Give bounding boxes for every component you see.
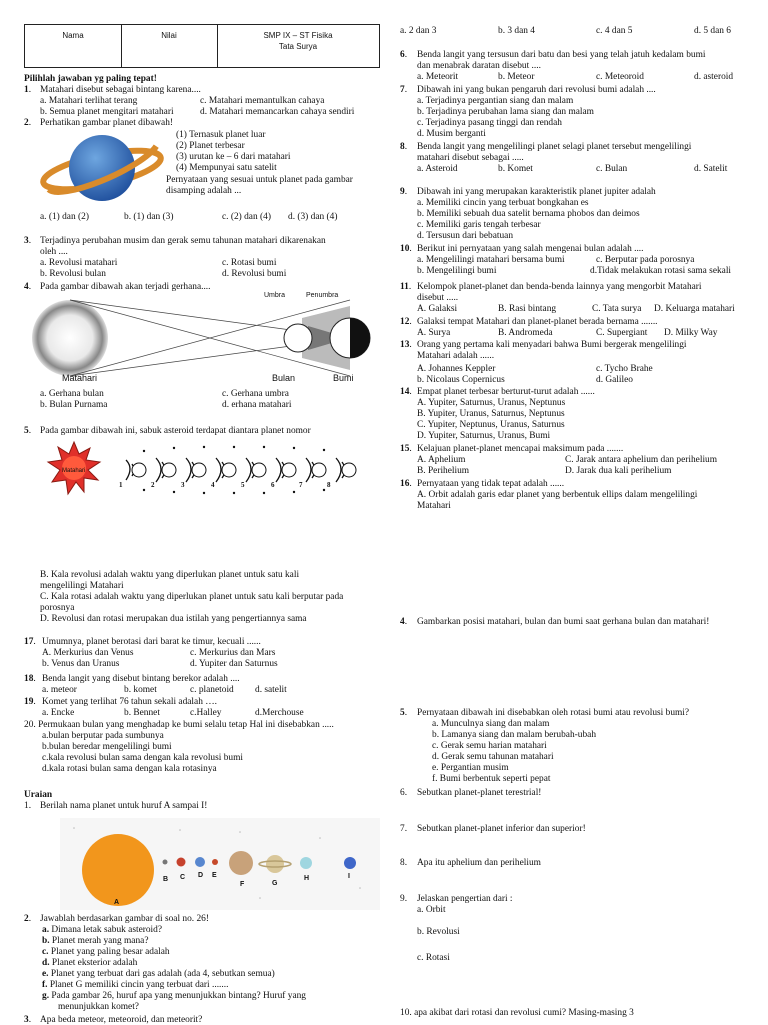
q2-option-a: a. (1) dan (2) bbox=[40, 212, 89, 222]
u2-item-b-text: Planet merah yang mana? bbox=[51, 936, 149, 946]
q16-option-a-line1: A. Orbit adalah garis edar planet yang berbentuk ellips dalam mengelilingi bbox=[417, 490, 698, 500]
planet-number-5: 5 bbox=[241, 481, 245, 489]
header-kelas-cell bbox=[217, 25, 379, 67]
cont-option-c-line2: porosnya bbox=[40, 603, 75, 613]
u3-question: Apa beda meteor, meteoroid, dan meteorit? bbox=[40, 1015, 203, 1025]
u5-item-f: f. Bumi berbentuk seperti pepat bbox=[432, 774, 551, 784]
u7-question: Sebutkan planet-planet inferior dan superior! bbox=[417, 824, 586, 834]
top-option-a: a. 2 dan 3 bbox=[400, 26, 437, 36]
q7-option-d: d. Musim berganti bbox=[417, 129, 486, 139]
q19-option-c: c.Halley bbox=[190, 708, 222, 718]
u2-question: Jawablah berdasarkan gambar di soal no. 26! bbox=[40, 914, 209, 924]
q3-option-a: a. Revolusi matahari bbox=[40, 258, 118, 268]
q16-option-a-line2: Matahari bbox=[417, 501, 451, 511]
q19-option-d: d.Merchouse bbox=[255, 708, 304, 718]
q6-option-d: d. asteroid bbox=[694, 72, 734, 82]
q9-option-b: b. Memiliki sebuah dua satelit bernama phobos dan deimos bbox=[417, 209, 640, 219]
q19-option-b: b. Bennet bbox=[124, 708, 160, 718]
q18-option-d: d. satelit bbox=[255, 685, 287, 695]
moon-shape bbox=[284, 324, 312, 352]
q15-option-b: B. Perihelium bbox=[417, 466, 470, 476]
u2-item-e: e. Planet yang terbuat dari gas adalah (ada 4, sebutkan semua) bbox=[42, 969, 275, 979]
q3-number: 3. bbox=[24, 236, 32, 246]
planet-i-shape bbox=[344, 857, 356, 869]
q12-question: Galaksi tempat Matahari dan planet-planet berada bernama ....... bbox=[417, 317, 658, 327]
q2-option-d: d. (3) dan (4) bbox=[288, 212, 338, 222]
q7-option-c: c. Terjadinya pasang tinggi dan rendah bbox=[417, 118, 562, 128]
q8-option-b: b. Komet bbox=[498, 164, 533, 174]
q12-option-d: D. Milky Way bbox=[664, 328, 718, 338]
planet-b-shape bbox=[163, 860, 168, 865]
letter-b: B bbox=[163, 876, 169, 883]
q14-option-a: A. Yupiter, Saturnus, Uranus, Neptunus bbox=[417, 398, 566, 408]
planet-number-1: 1 bbox=[119, 481, 123, 489]
q12-option-b: B. Andromeda bbox=[498, 328, 553, 338]
planet-d-shape bbox=[195, 857, 205, 867]
q20-option-a: a.bulan berputar pada sumbunya bbox=[42, 731, 164, 741]
q2-prompt-line2: disamping adalah ... bbox=[166, 186, 242, 196]
q9-option-c: c. Memiliki garis tengah terbesar bbox=[417, 220, 541, 230]
saturn-image bbox=[38, 128, 168, 208]
top-option-d: d. 5 dan 6 bbox=[694, 26, 731, 36]
planet-e-shape bbox=[212, 859, 218, 865]
q7-question: Dibawah ini yang bukan pengaruh dari revolusi bumi adalah .... bbox=[417, 85, 656, 95]
cont-option-b-line1: B. Kala revolusi adalah waktu yang diperlukan planet untuk satu kali bbox=[40, 570, 300, 580]
q2-statement-2: (2) Planet terbesar bbox=[176, 141, 245, 151]
q8-option-d: d. Satelit bbox=[694, 164, 728, 174]
planet-number-7: 7 bbox=[299, 481, 303, 489]
u8-question: Apa itu aphelium dan perihelium bbox=[417, 858, 541, 868]
u6-question: Sebutkan planet-planet terestrial! bbox=[417, 788, 542, 798]
q1-number: 1. bbox=[24, 85, 32, 95]
q11-option-a: A. Galaksi bbox=[417, 304, 458, 314]
u2-item-g: g. Pada gambar 26, huruf apa yang menunjukkan bintang? Huruf yang bbox=[42, 991, 306, 1001]
uraian-heading: Uraian bbox=[24, 790, 53, 800]
q17-option-c: c. Merkurius dan Mars bbox=[190, 648, 276, 658]
q8-question-line2: matahari disebut sebagai ..... bbox=[417, 153, 524, 163]
q3-option-d: d. Revolusi bumi bbox=[222, 269, 287, 279]
q9-number: 9. bbox=[400, 187, 408, 197]
planet-number-8: 8 bbox=[327, 481, 331, 489]
u4-number: 4. bbox=[400, 617, 408, 627]
q16-question: Pernyataan yang tidak tepat adalah ...... bbox=[417, 479, 565, 489]
planet-number-3: 3 bbox=[181, 481, 185, 489]
u2-item-g-line2: menunjukkan komet? bbox=[58, 1002, 139, 1012]
q18-option-a: a. meteor bbox=[42, 685, 77, 695]
q14-question: Empat planet terbesar berturut-turut adalah ...... bbox=[417, 387, 595, 397]
umbra-label: Umbra bbox=[264, 292, 286, 299]
q20-option-d: d.kala rotasi bulan sama dengan kala rotasinya bbox=[42, 764, 217, 774]
q17-question: Umumnya, planet berotasi dari barat ke timur, kecuali ...... bbox=[42, 637, 261, 647]
top-option-c: c. 4 dan 5 bbox=[596, 26, 633, 36]
letter-a: A bbox=[114, 899, 120, 906]
q4-option-c: c. Gerhana umbra bbox=[222, 389, 289, 399]
q9-option-d: d. Tersusun dari bebatuan bbox=[417, 231, 514, 241]
q4-option-b: b. Bulan Purnama bbox=[40, 400, 108, 410]
q3-option-c: c. Rotasi bumi bbox=[222, 258, 277, 268]
top-option-b: b. 3 dan 4 bbox=[498, 26, 535, 36]
q18-option-c: c. planetoid bbox=[190, 685, 234, 695]
letter-h: H bbox=[304, 875, 310, 882]
q4-number: 4. bbox=[24, 282, 32, 292]
u2-item-a: a. Dimana letak sabuk asteroid? bbox=[42, 925, 163, 935]
q10-question: Berikut ini pernyataan yang salah mengenai bulan adalah .... bbox=[417, 244, 644, 254]
bumi-label: Bumi bbox=[333, 373, 354, 383]
q1-option-a: a. Matahari terlihat terang bbox=[40, 96, 138, 106]
q2-option-b: b. (1) dan (3) bbox=[124, 212, 174, 222]
planet-h-shape bbox=[300, 857, 312, 869]
u2-number: 2. bbox=[24, 914, 32, 924]
q11-option-c: C. Tata surya bbox=[592, 304, 642, 314]
q17-number: 17. bbox=[24, 637, 36, 647]
q12-option-a: A. Surya bbox=[417, 328, 451, 338]
q9-option-a: a. Memiliki cincin yang terbuat bongkahan es bbox=[417, 198, 589, 208]
q12-number: 12. bbox=[400, 317, 412, 327]
q1-option-b: b. Semua planet mengitari matahari bbox=[40, 107, 174, 117]
q7-option-a: a. Terjadinya pergantian siang dan malam bbox=[417, 96, 574, 106]
q11-option-b: B. Rasi bintang bbox=[498, 304, 557, 314]
letter-f: F bbox=[240, 881, 245, 888]
q19-question: Komet yang terlihat 76 tahun sekali adalah …. bbox=[42, 697, 217, 707]
q18-question: Benda langit yang disebut bintang berekor adalah .... bbox=[42, 674, 240, 684]
planet-f-shape bbox=[229, 851, 253, 875]
sun-planet-shape bbox=[82, 834, 154, 906]
letter-c: C bbox=[180, 874, 186, 881]
letter-d: D bbox=[198, 872, 204, 879]
q10-option-b: b. Mengelilingi bumi bbox=[417, 266, 497, 276]
q2-statement-3: (3) urutan ke – 6 dari matahari bbox=[176, 152, 291, 162]
q2-option-c: c. (2) dan (4) bbox=[222, 212, 271, 222]
q13-number: 13. bbox=[400, 340, 412, 350]
q4-option-d: d. erhana matahari bbox=[222, 400, 292, 410]
q7-number: 7. bbox=[400, 85, 408, 95]
sun-shape bbox=[32, 300, 108, 376]
q17-option-b: b. Venus dan Uranus bbox=[42, 659, 120, 669]
q3-option-b: b. Revolusi bulan bbox=[40, 269, 106, 279]
q6-option-c: c. Meteoroid bbox=[596, 72, 644, 82]
header-nama: Nama bbox=[62, 31, 84, 40]
q6-question-line1: Benda langit yang tersusun dari batu dan besi yang telah jatuh kedalam bumi bbox=[417, 50, 706, 60]
q2-question: Perhatikan gambar planet dibawah! bbox=[40, 118, 174, 128]
u2-item-d: d. Planet eksterior adalah bbox=[42, 958, 138, 968]
matahari-label: Matahari bbox=[62, 373, 98, 383]
u8-number: 8. bbox=[400, 858, 408, 868]
q19-number: 19. bbox=[24, 697, 36, 707]
q10-option-c: c. Berputar pada porosnya bbox=[596, 255, 695, 265]
cont-option-b-line2: mengelilingi Matahari bbox=[40, 581, 124, 591]
q8-number: 8. bbox=[400, 142, 408, 152]
header-nama-cell bbox=[25, 25, 122, 67]
q2-prompt-line1: Pernyataan yang sesuai untuk planet pada gambar bbox=[166, 175, 353, 185]
u5-item-e: e. Pergantian musim bbox=[432, 763, 509, 773]
u3-number: 3. bbox=[24, 1015, 32, 1025]
u5-question: Pernyataan dibawah ini disebabkan oleh rotasi bumi atau revolusi bumi? bbox=[417, 708, 690, 718]
q2-number: 2. bbox=[24, 118, 32, 128]
q13-option-d: d. Galileo bbox=[596, 375, 633, 385]
u1-number: 1. bbox=[24, 801, 32, 811]
q9-question: Dibawah ini yang merupakan karakteristik planet jupiter adalah bbox=[417, 187, 656, 197]
header-table bbox=[24, 24, 380, 68]
u6-number: 6. bbox=[400, 788, 408, 798]
q11-option-d: D. Keluarga matahari bbox=[654, 304, 735, 314]
cont-option-c-line1: C. Kala rotasi adalah waktu yang diperlukan planet untuk satu kali berputar pada bbox=[40, 592, 344, 602]
q10-option-d: d.Tidak melakukan rotasi sama sekali bbox=[590, 266, 732, 276]
q11-number: 11. bbox=[400, 282, 412, 292]
q3-question-line2: oleh .... bbox=[40, 247, 68, 257]
q13-option-b: b. Nicolaus Copernicus bbox=[417, 375, 505, 385]
q13-option-a: A. Johannes Keppler bbox=[417, 364, 496, 374]
q13-question-line2: Matahari adalah ...... bbox=[417, 351, 495, 361]
u9-item-b: b. Revolusi bbox=[417, 927, 460, 937]
q15-question: Kelajuan planet-planet mencapai maksimum pada ....... bbox=[417, 444, 624, 454]
u9-item-a: a. Orbit bbox=[417, 905, 446, 915]
header-nilai: Nilai bbox=[161, 31, 177, 40]
instruction: Pilihlah jawaban yg paling tepat! bbox=[24, 74, 157, 84]
q18-number: 18. bbox=[24, 674, 36, 684]
q13-option-c: c. Tycho Brahe bbox=[596, 364, 653, 374]
cont-option-d: D. Revolusi dan rotasi merupakan dua istilah yang pengertiannya sama bbox=[40, 614, 307, 624]
letter-e: E bbox=[212, 872, 217, 879]
q12-option-c: C. Supergiant bbox=[596, 328, 648, 338]
letter-g: G bbox=[272, 880, 278, 887]
q8-option-a: a. Asteroid bbox=[417, 164, 458, 174]
u2-item-e-text: Planet yang terbuat dari gas adalah (ada 4, sebutkan semua) bbox=[50, 969, 275, 979]
q13-question-line1: Orang yang pertama kali menyadari bahwa Bumi bergerak mengelilingi bbox=[417, 340, 687, 350]
u2-item-c-text: Planet yang paling besar adalah bbox=[50, 947, 170, 957]
q6-option-a: a. Meteorit bbox=[417, 72, 459, 82]
q16-number: 16. bbox=[400, 479, 412, 489]
q17-option-a: A. Merkurius dan Venus bbox=[42, 648, 134, 658]
q2-statement-4: (4) Mempunyai satu satelit bbox=[176, 163, 277, 173]
q11-question-line1: Kelompok planet-planet dan benda-benda lainnya yang mengorbit Matahari bbox=[417, 282, 702, 292]
bulan-label: Bulan bbox=[272, 373, 296, 383]
u5-item-b: b. Lamanya siang dan malam berubah-ubah bbox=[432, 730, 597, 740]
q6-question-line2: dan menabrak daratan disebut .... bbox=[417, 61, 541, 71]
u2-item-b: b. Planet merah yang mana? bbox=[42, 936, 149, 946]
q11-question-line2: disebut ..... bbox=[417, 293, 459, 303]
u5-item-a: a. Munculnya siang dan malam bbox=[432, 719, 550, 729]
q15-number: 15. bbox=[400, 444, 412, 454]
u2-item-c: c. Planet yang paling besar adalah bbox=[42, 947, 170, 957]
u2-item-f: f. Planet G memiliki cincin yang terbuat dari ....... bbox=[42, 980, 229, 990]
q7-option-b: b. Terjadinya perubahan lama siang dan malam bbox=[417, 107, 594, 117]
header-kelas-title: SMP IX – ST Fisika bbox=[263, 31, 333, 40]
q20-question: 20. Permukaan bulan yang menghadap ke bumi selalu tetap Hal ini disebabkan ..... bbox=[24, 720, 334, 730]
u9-question: Jelaskan pengertian dari : bbox=[417, 894, 513, 904]
q10-number: 10. bbox=[400, 244, 412, 254]
q19-option-a: a. Encke bbox=[42, 708, 75, 718]
q1-option-d: d. Matahari memancarkan cahaya sendiri bbox=[200, 107, 355, 117]
q14-option-b: B. Yupiter, Uranus, Saturnus, Neptunus bbox=[417, 409, 565, 419]
q15-option-a: A. Aphelium bbox=[417, 455, 466, 465]
u4-question: Gambarkan posisi matahari, bulan dan bumi saat gerhana bulan dan matahari! bbox=[417, 617, 710, 627]
planet-number-2: 2 bbox=[151, 481, 155, 489]
q5-sun-label: Matahari bbox=[62, 468, 86, 474]
q8-question-line1: Benda langit yang mengelilingi planet selagi planet tersebut mengelilingi bbox=[417, 142, 692, 152]
asteroid-belt-diagram bbox=[44, 434, 364, 504]
q14-option-d: D. Yupiter, Saturnus, Uranus, Bumi bbox=[417, 431, 551, 441]
u1-question: Berilah nama planet untuk huruf A sampai I! bbox=[40, 801, 208, 811]
q17-option-d: d. Yupiter dan Saturnus bbox=[190, 659, 278, 669]
u2-item-d-text: Planet eksterior adalah bbox=[51, 958, 138, 968]
u5-number: 5. bbox=[400, 708, 408, 718]
q18-option-b: b. komet bbox=[124, 685, 157, 695]
solar-system-image bbox=[60, 818, 380, 910]
q3-question-line1: Terjadinya perubahan musim dan gerak semu tahunan matahari dikarenakan bbox=[40, 236, 326, 246]
u2-item-a-text: Dimana letak sabuk asteroid? bbox=[51, 925, 163, 935]
u10-question: 10. apa akibat dari rotasi dan revolusi cumi? Masing-masing 3 bbox=[400, 1008, 634, 1018]
letter-i: I bbox=[348, 873, 350, 880]
q6-number: 6. bbox=[400, 50, 408, 60]
u9-number: 9. bbox=[400, 894, 408, 904]
q1-option-c: c. Matahari memantulkan cahaya bbox=[200, 96, 325, 106]
u5-item-d: d. Gerak semu tahunan matahari bbox=[432, 752, 554, 762]
q2-statement-1: (1) Ternasuk planet luar bbox=[176, 130, 266, 140]
q14-option-c: C. Yupiter, Neptunus, Uranus, Saturnus bbox=[417, 420, 565, 430]
u2-item-g-text: Pada gambar 26, huruf apa yang menunjukkan bintang? Huruf yang bbox=[51, 991, 306, 1001]
q8-option-c: c. Bulan bbox=[596, 164, 628, 174]
q15-option-d: D. Jarak dua kali perihelium bbox=[565, 466, 672, 476]
u2-item-f-text: Planet G memiliki cincin yang terbuat dari ....... bbox=[49, 980, 229, 990]
u7-number: 7. bbox=[400, 824, 408, 834]
q14-number: 14. bbox=[400, 387, 412, 397]
q4-question: Pada gambar dibawah akan terjadi gerhana.... bbox=[40, 282, 211, 292]
header-nilai-cell bbox=[121, 25, 218, 67]
q1-question: Matahari disebut sebagai bintang karena.... bbox=[40, 85, 201, 95]
penumbra-label: Penumbra bbox=[306, 292, 339, 299]
planet-number-6: 6 bbox=[271, 481, 275, 489]
q10-option-a: a. Mengelilingi matahari bersama bumi bbox=[417, 255, 565, 265]
q6-option-b: b. Meteor bbox=[498, 72, 535, 82]
u9-item-c: c. Rotasi bbox=[417, 953, 450, 963]
u5-item-c: c. Gerak semu harian matahari bbox=[432, 741, 547, 751]
q20-option-b: b.bulan beredar mengelilingi bumi bbox=[42, 742, 172, 752]
header-kelas-sub: Tata Surya bbox=[278, 42, 318, 51]
q15-option-c: C. Jarak antara aphelium dan perihelium bbox=[565, 455, 718, 465]
q20-option-c: c.kala revolusi bulan sama dengan kala revolusi bumi bbox=[42, 753, 243, 763]
planet-number-4: 4 bbox=[211, 481, 215, 489]
q5-number: 5. bbox=[24, 426, 32, 436]
planet-c-shape bbox=[177, 858, 186, 867]
q5-question: Pada gambar dibawah ini, sabuk asteroid terdapat diantara planet nomor bbox=[40, 426, 311, 436]
q4-option-a: a. Gerhana bulan bbox=[40, 389, 104, 399]
